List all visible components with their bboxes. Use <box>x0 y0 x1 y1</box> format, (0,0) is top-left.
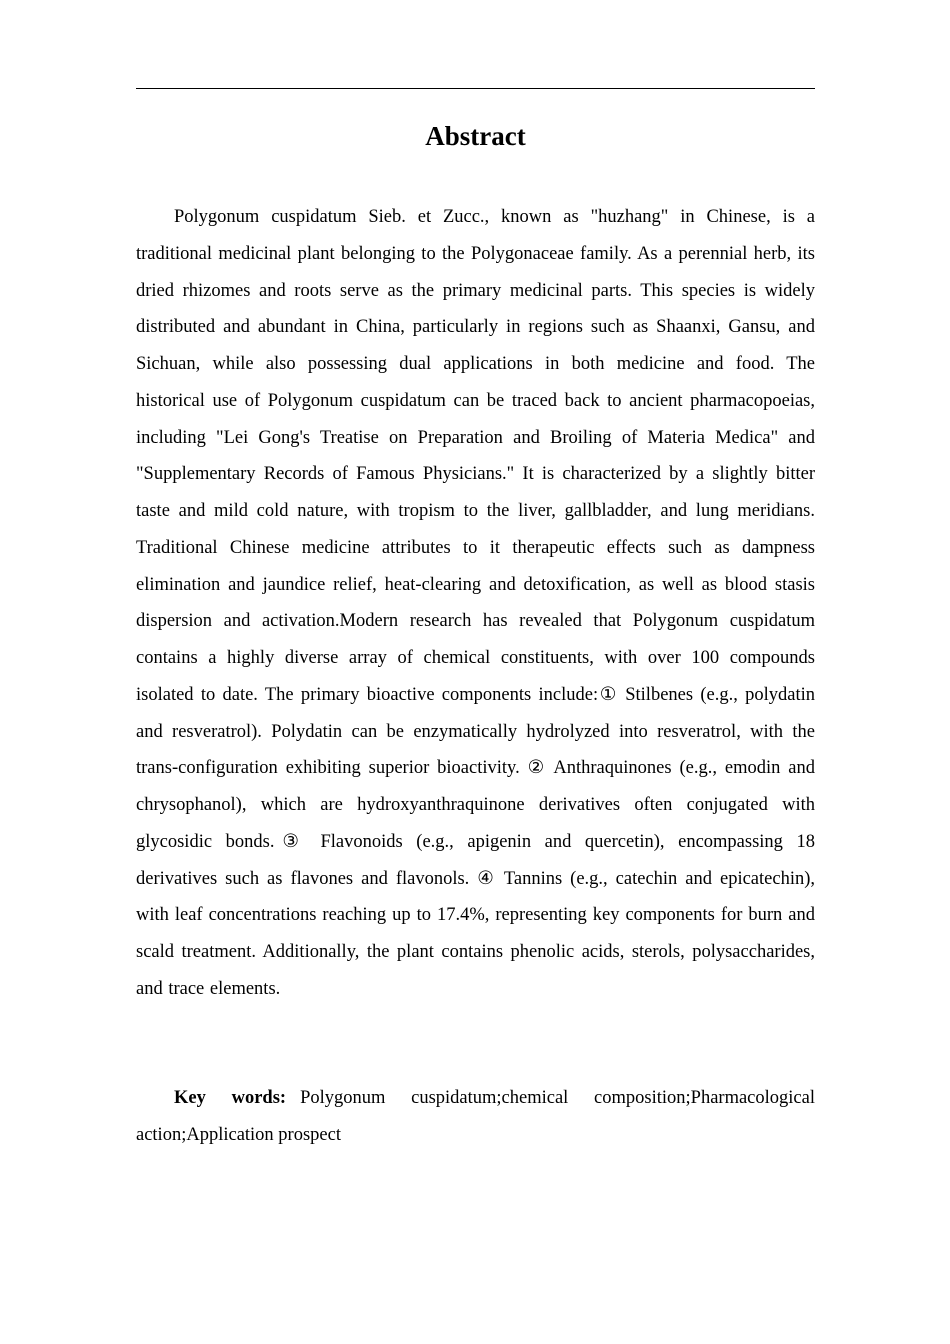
keywords-text: Polygonum cuspidatum;chemical composition;Pharmacological action;Application prospect <box>136 1088 815 1145</box>
keywords-paragraph <box>136 1080 815 1154</box>
abstract-title: Abstract <box>425 121 526 151</box>
keywords-label: Key words: <box>174 1088 287 1108</box>
abstract-paragraph: Polygonum cuspidatum Sieb. et Zucc., known as "huzhang" in Chinese, is a traditional medicinal plant belonging to the Polygonaceae family. As a perennial herb, its dried rhizomes and roots serve as the primary medicinal parts. This species is widely distributed and abundant in China, particularly in regions such as Shaanxi, Gansu, and Sichuan, while also possessing dual applications in both medicine and food. The historical use of Polygonum cuspidatum can be traced back to ancient pharmacopoeias, including "Lei Gong's Treatise on Preparation and Broiling of Materia Medica" and "Supplementary Records of Famous Physicians." It is characterized by a slightly bitter taste and mild cold nature, with tropism to the liver, gallbladder, and lung meridians. Traditional Chinese medicine attributes to it therapeutic effects such as dampness elimination and jaundice relief, heat-clearing and detoxification, as well as blood stasis dispersion and activation.Modern research has revealed that Polygonum cuspidatum contains a highly diverse array of chemical constituents, with over 100 compounds isolated to date. The primary bioactive components include:① Stilbenes (e.g., polydatin and resveratrol). Polydatin can be enzymatically hydrolyzed into resveratrol, with the trans-configuration exhibiting superior bioactivity. ② Anthraquinones (e.g., emodin and chrysophanol), which are hydroxyanthraquinone derivatives often conjugated with glycosidic bonds.③ Flavonoids (e.g., apigenin and quercetin), encompassing 18 derivatives such as flavones and flavonols. ④ Tannins (e.g., catechin and epicatechin), with leaf concentrations reaching up to 17.4%, representing key components for burn and scald treatment. Additionally, the plant contains phenolic acids, sterols, polysaccharides, and trace elements. <box>136 207 815 999</box>
header-rule <box>136 88 815 89</box>
